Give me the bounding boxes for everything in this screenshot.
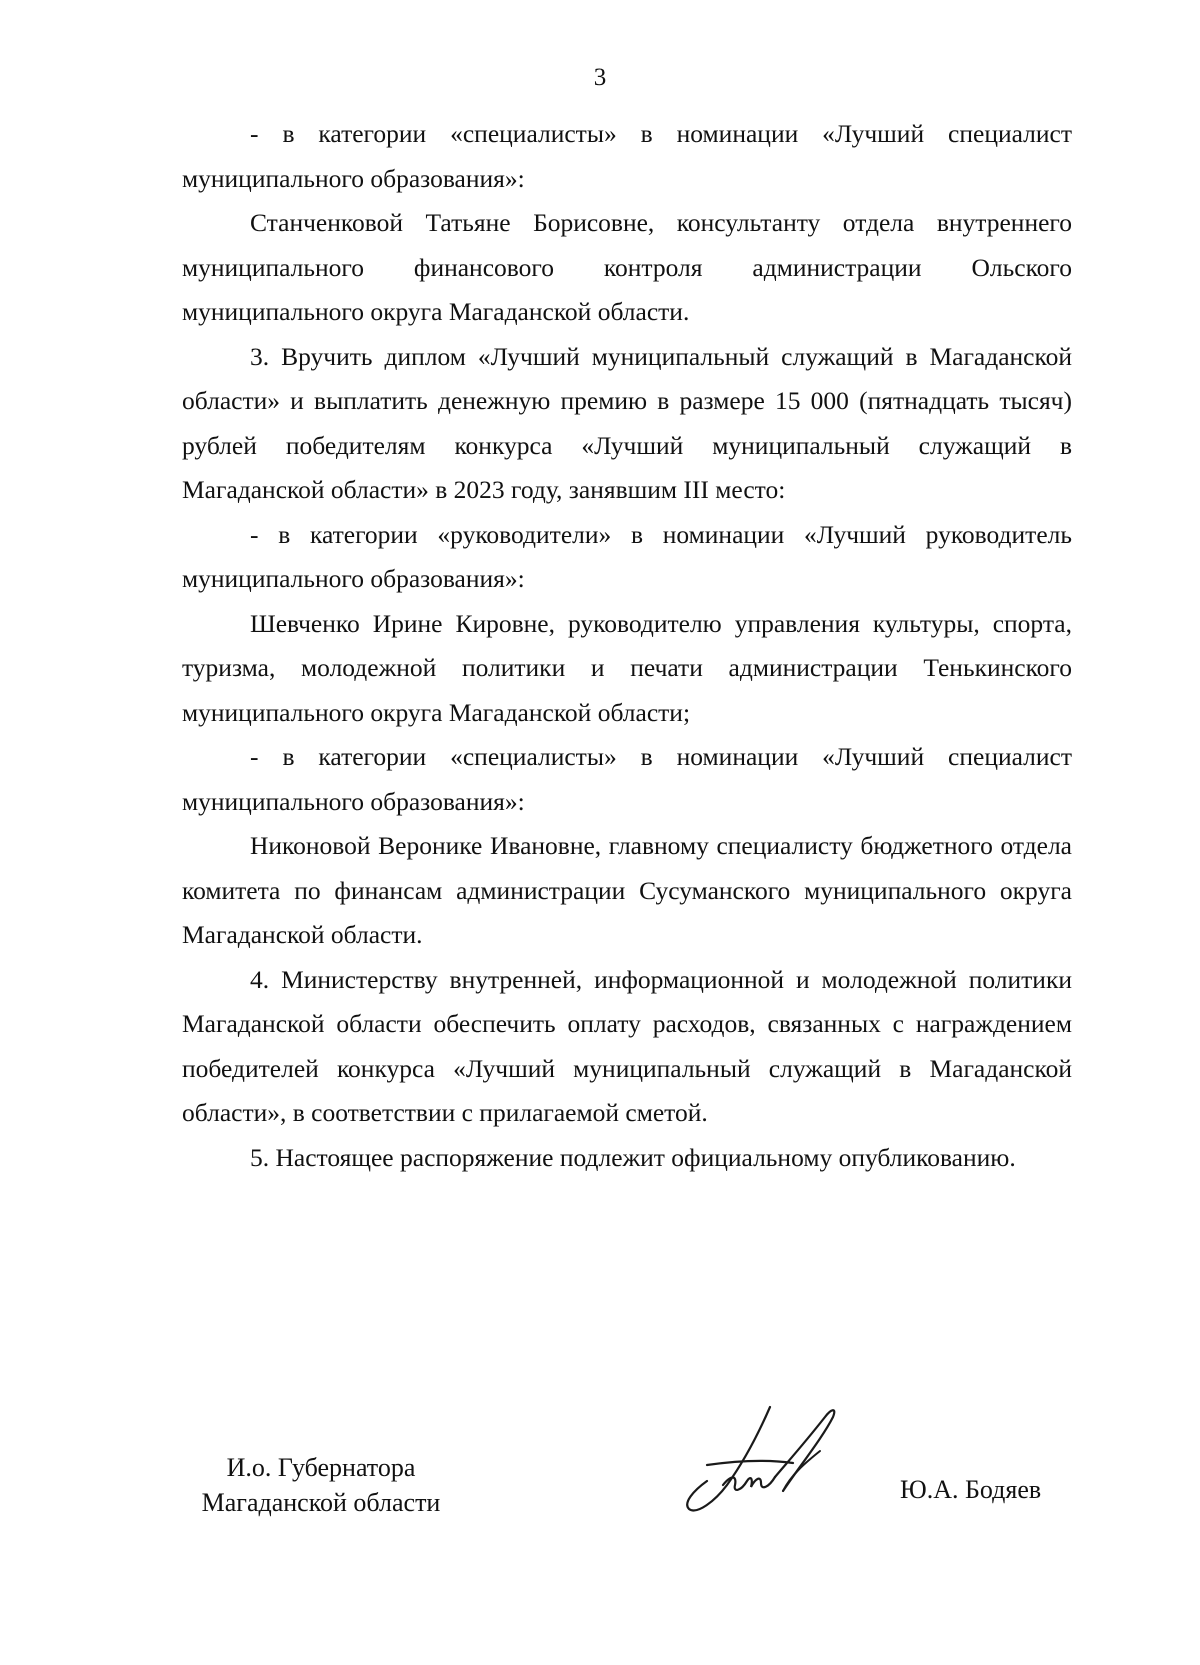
paragraph: - в категории «специалисты» в номинации «Лучший специалист муниципального образования»: [182, 742, 1072, 816]
paragraph: Станченковой Татьяне Борисовне, консультанту отдела внутреннего муниципального финансового контроля администрации Ольского муниципального округа Магаданской области. [182, 208, 1072, 326]
paragraph: Шевченко Ирине Кировне, руководителю управления культуры, спорта, туризма, молодежной политики и печати администрации Тенькинского муниципального округа Магаданской области; [182, 608, 1072, 727]
handwritten-signature [675, 1405, 855, 1515]
paragraph: 5. Настоящее распоряжение подлежит официальному опубликованию. [250, 1142, 1016, 1172]
signatory-title [186, 1450, 456, 1520]
paragraph: - в категории «руководители» в номинации «Лучший руководитель муниципального образования»: [182, 519, 1072, 593]
paragraph: 3. Вручить диплом «Лучший муниципальный служащий в Магаданской области» и выплатить денежную премию в размере 15 000 (пятнадцать тысяч) рублей победителям конкурса «Лучший муниципальный служащий в Магаданской области» в 2023 году, занявшим III место: [182, 341, 1072, 504]
signatory-name: Ю.А. Бодяев [900, 1475, 1042, 1504]
paragraph: Никоновой Веронике Ивановне, главному специалисту бюджетного отдела комитета по финансам администрации Сусуманского муниципального округа Магаданской области. [182, 831, 1072, 949]
paragraph: - в категории «специалисты» в номинации «Лучший специалист муниципального образования»: [182, 119, 1072, 193]
signatory-region-line: Магаданской области [201, 1488, 441, 1517]
signatory-role-line: И.о. Губернатора [226, 1453, 416, 1482]
paragraph: 4. Министерству внутренней, информационной и молодежной политики Магаданской области обеспечить оплату расходов, связанных с награждением победителей конкурса «Лучший муниципальный служащий в Магаданской области», в соответствии с прилагаемой сметой. [182, 964, 1072, 1127]
page-number: 3 [593, 64, 607, 91]
document-body [182, 112, 1072, 1180]
